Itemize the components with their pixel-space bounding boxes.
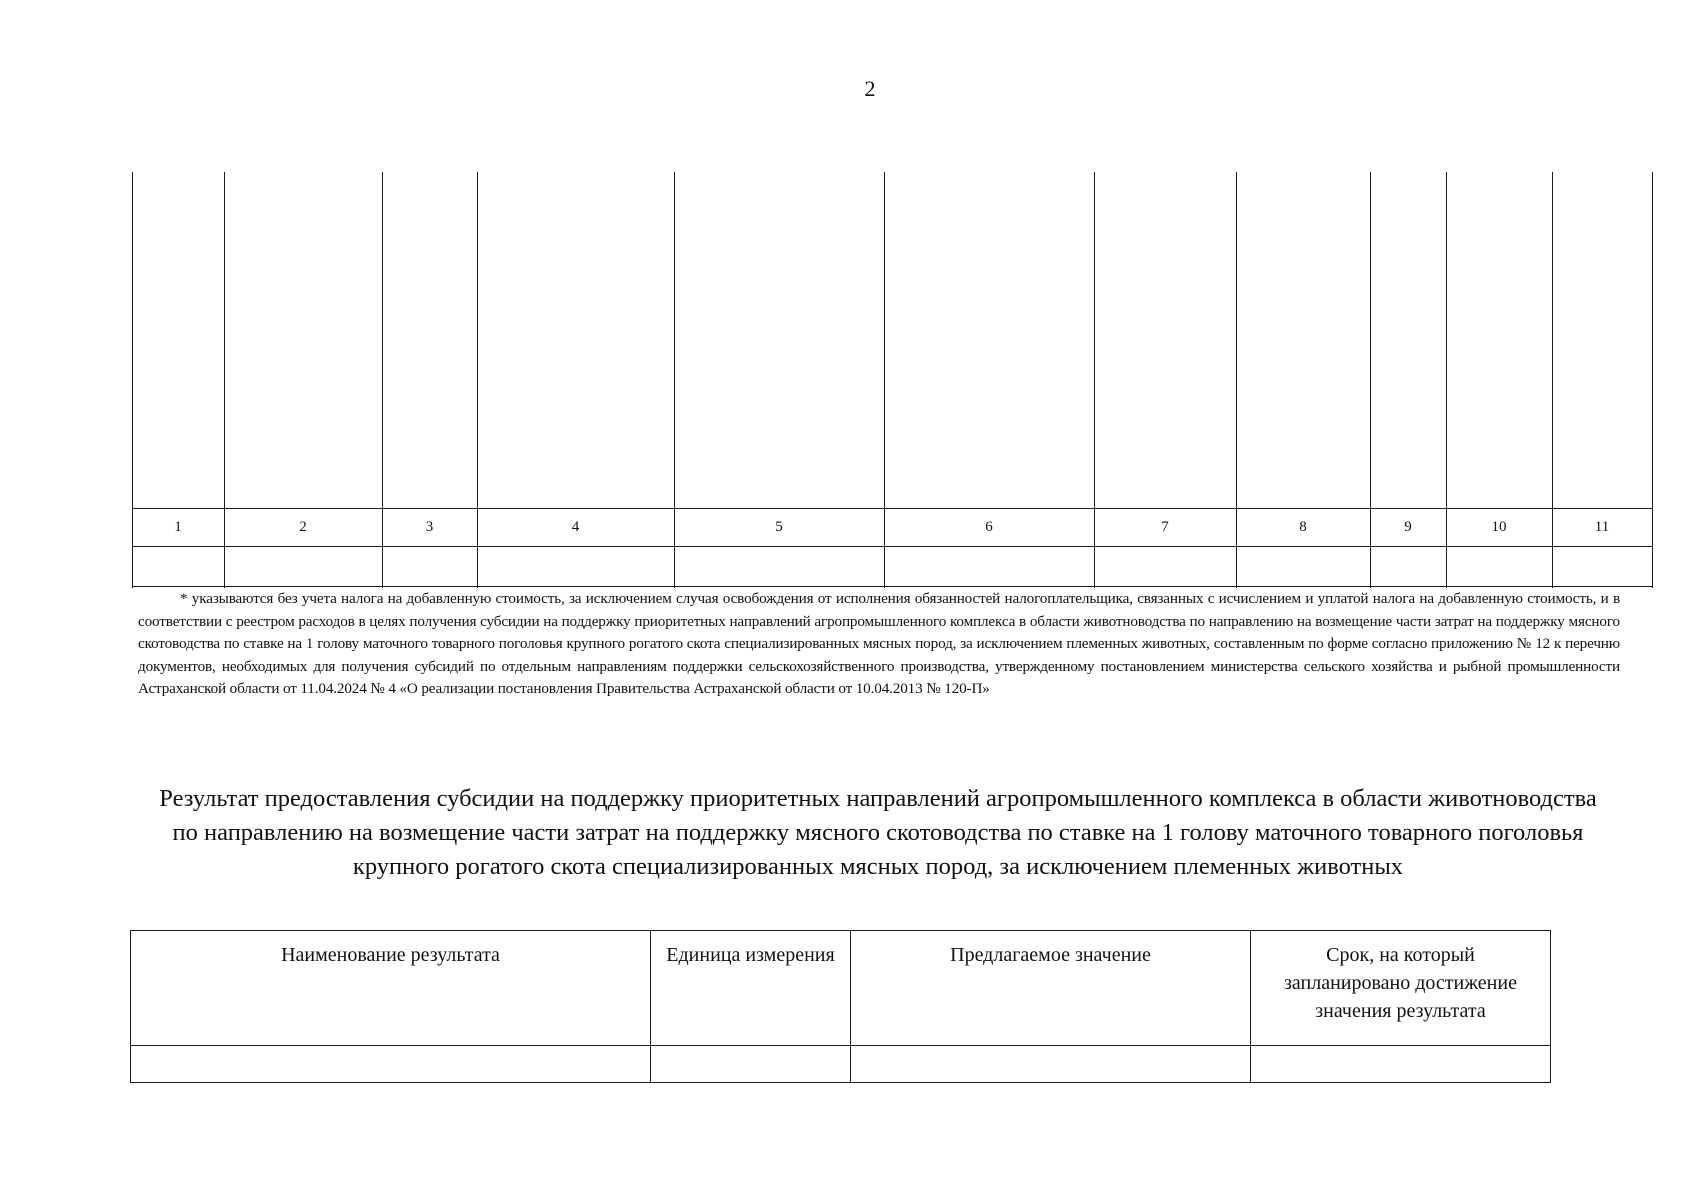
table-cell — [851, 1046, 1251, 1083]
column-number: 10 — [1491, 519, 1507, 535]
table-header-row — [131, 931, 1551, 1046]
column-number: 6 — [985, 519, 993, 535]
footnote: * указываются без учета налога на добавленную стоимость, за исключением случая освобождения от исполнения обязанностей налогоплательщика, связанных с исчислением и уплатой налога на добавленную стоимость, и в соответствии с реестром расходов в целях получения субсидии на поддержку приоритетных направлений агропромышленного комплекса в области животноводства по направлению на возмещение части затрат на поддержку мясного скотоводства по ставке на 1 голову маточного товарного поголовья крупного рогатого скота специализированных мясных пород, за исключением племенных животных, составленным по форме согласно приложению № 12 к перечню документов, необходимых для получения субсидий по отдельным направлениям поддержки сельскохозяйственного производства, утвержденному постановлением министерства сельского хозяйства и рыбной промышленности Астраханской области от 11.04.2024 № 4 «О реализации постановления Правительства Астраханской области от 10.04.2013 № 120-П» — [138, 590, 1620, 698]
table-row-rule — [132, 508, 1652, 509]
header-deadline: Срок, на который запланировано достижение значения результата — [1251, 931, 1551, 1046]
column-number: 9 — [1404, 519, 1412, 535]
result-heading: Результат предоставления субсидии на поддержку приоритетных направлений агропромышленного комплекса в области животноводства по направлению на возмещение части затрат на поддержку мясного скотоводства по ставке на 1 голову маточного товарного поголовья крупного рогатого скота специализированных мясных пород, за исключением племенных животных — [159, 785, 1597, 880]
header-unit: Единица измерения — [651, 931, 851, 1046]
table-cell — [651, 1046, 851, 1083]
column-number: 3 — [425, 519, 434, 535]
column-number: 5 — [775, 519, 783, 535]
header-result-name: Наименование результата — [131, 931, 651, 1046]
table-row-rule — [132, 546, 1652, 547]
column-number: 2 — [299, 519, 307, 535]
column-number: 8 — [1299, 519, 1307, 535]
result-table — [130, 930, 1551, 1083]
column-number: 1 — [174, 519, 182, 535]
column-number: 4 — [571, 519, 580, 535]
table-row-rule — [132, 586, 1652, 587]
column-number: 7 — [1161, 519, 1169, 535]
header-proposed-value: Предлагаемое значение — [851, 931, 1251, 1046]
upper-table — [132, 172, 1652, 588]
table-row — [131, 1046, 1551, 1083]
table-cell — [1251, 1046, 1551, 1083]
table-column-rule — [1652, 172, 1653, 588]
page-number: 2 — [864, 76, 876, 101]
column-number: 11 — [1594, 519, 1610, 535]
table-cell — [131, 1046, 651, 1083]
